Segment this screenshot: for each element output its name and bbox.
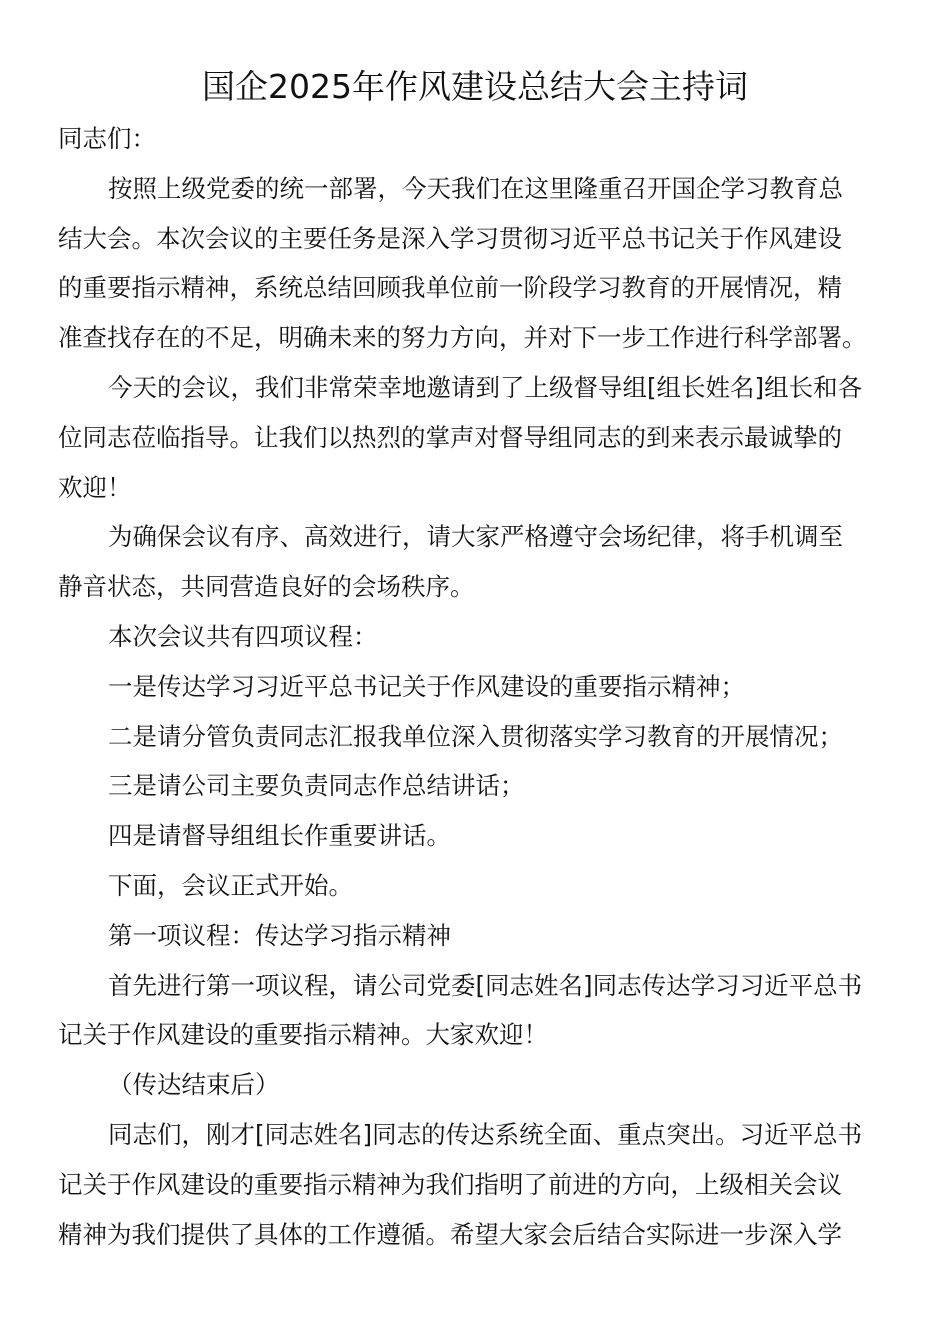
paragraph-line: 准查找存在的不足，明确未来的努力方向，并对下一步工作进行科学部署。: [58, 323, 867, 353]
paragraph-line: 记关于作风建设的重要指示精神为我们指明了前进的方向，上级相关会议: [58, 1169, 842, 1199]
agenda-item-1: 一是传达学习习近平总书记关于作风建设的重要指示精神；: [108, 671, 745, 701]
paragraph-line: 结大会。本次会议的主要任务是深入学习贯彻习近平总书记关于作风建设: [58, 223, 842, 253]
agenda-item-3: 三是请公司主要负责同志作总结讲话；: [108, 771, 525, 801]
stage-note: （传达结束后）: [108, 1070, 280, 1100]
paragraph-line: 今天的会议，我们非常荣幸地邀请到了上级督导组[组长姓名]组长和各: [108, 372, 863, 402]
paragraph-line: 按照上级党委的统一部署，今天我们在这里隆重召开国企学习教育总: [108, 173, 843, 203]
document-body: [58, 114, 894, 1259]
paragraph-line: 欢迎！: [58, 472, 132, 502]
paragraph-line: 位同志莅临指导。让我们以热烈的掌声对督导组同志的到来表示最诚挚的: [58, 422, 842, 452]
paragraph-line: 精神为我们提供了具体的工作遵循。希望大家会后结合实际进一步深入学: [58, 1219, 842, 1249]
paragraph-line: 下面，会议正式开始。: [108, 870, 353, 900]
section-heading: 第一项议程：传达学习指示精神: [108, 920, 451, 950]
paragraph-line: 记关于作风建设的重要指示精神。大家欢迎！: [58, 1020, 548, 1050]
agenda-intro-line: 本次会议共有四项议程：: [108, 621, 378, 651]
agenda-item-2: 二是请分管负责同志汇报我单位深入贯彻落实学习教育的开展情况；: [108, 721, 843, 751]
paragraph-line: 的重要指示精神，系统总结回顾我单位前一阶段学习教育的开展情况，精: [58, 273, 842, 303]
greeting-line: 同志们：: [58, 124, 156, 153]
document-title: 国企2025年作风建设总结大会主持词: [202, 67, 748, 106]
paragraph-line: 首先进行第一项议程，请公司党委[同志姓名]同志传达学习习近平总书: [108, 970, 863, 1000]
paragraph-line: 同志们，刚才[同志姓名]同志的传达系统全面、重点突出。习近平总书: [108, 1119, 863, 1149]
paragraph-line: 静音状态，共同营造良好的会场秩序。: [58, 572, 475, 602]
paragraph-line: 为确保会议有序、高效进行，请大家严格遵守会场纪律，将手机调至: [108, 522, 843, 552]
agenda-item-4: 四是请督导组组长作重要讲话。: [108, 821, 451, 851]
